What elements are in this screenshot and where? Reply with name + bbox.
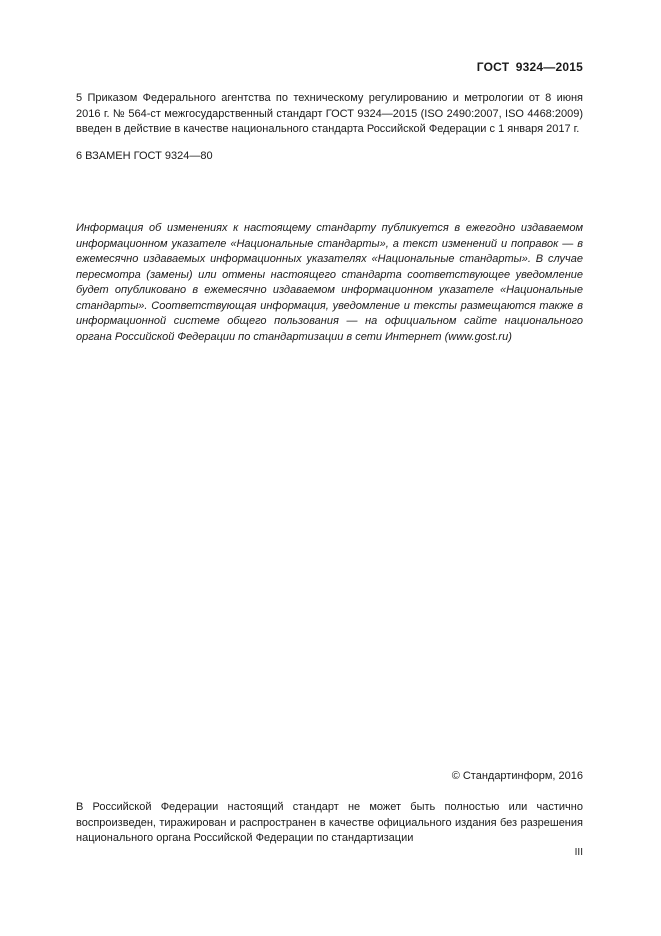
item-6-paragraph [76,149,583,165]
change-info-paragraph [76,221,583,345]
reproduction-notice [76,800,583,847]
change-info-text: Информация об изменениях к настоящему стандарту публикуется в ежегодно издаваемом информационном указателе «Национальные стандарты», а текст изменений и поправок — в ежемесячно издаваемых информационных указателях «Национальные стандарты». В случае пересмотра (замены) или отмены настоящего стандарта соответствующее уведомление будет опубликовано в ежемесячно издаваемом информационном указателе «Национальные стандарты». Соответствующая информация, уведомление и тексты размещаются также в информационной системе общего пользования — на официальном сайте национального органа Российской Федерации по стандартизации в сети Интернет (www.gost.ru) [76,222,583,343]
item-5-text: 5 Приказом Федерального агентства по техническому регулированию и метрологии от 8 июня 2016 г. № 564-ст межгосударственный стандарт ГОСТ 9324—2015 (ISO 2490:2007, ISO 4468:2009) введен в действие в качестве национального стандарта Российской Федерации с 1 января 2017 г. [76,92,583,135]
page-number: III [574,847,583,858]
document-header: ГОСТ 9324—2015 [476,60,583,74]
item-5-paragraph [76,91,583,138]
copyright-notice: © Стандартинформ, 2016 [451,770,583,782]
item-6-text: 6 ВЗАМЕН ГОСТ 9324—80 [76,150,213,162]
reproduction-notice-text: В Российской Федерации настоящий стандарт не может быть полностью или частично воспроизведен, тиражирован и распространен в качестве официального издания без разрешения национального органа Российской Федерации по стандартизации [76,801,583,844]
